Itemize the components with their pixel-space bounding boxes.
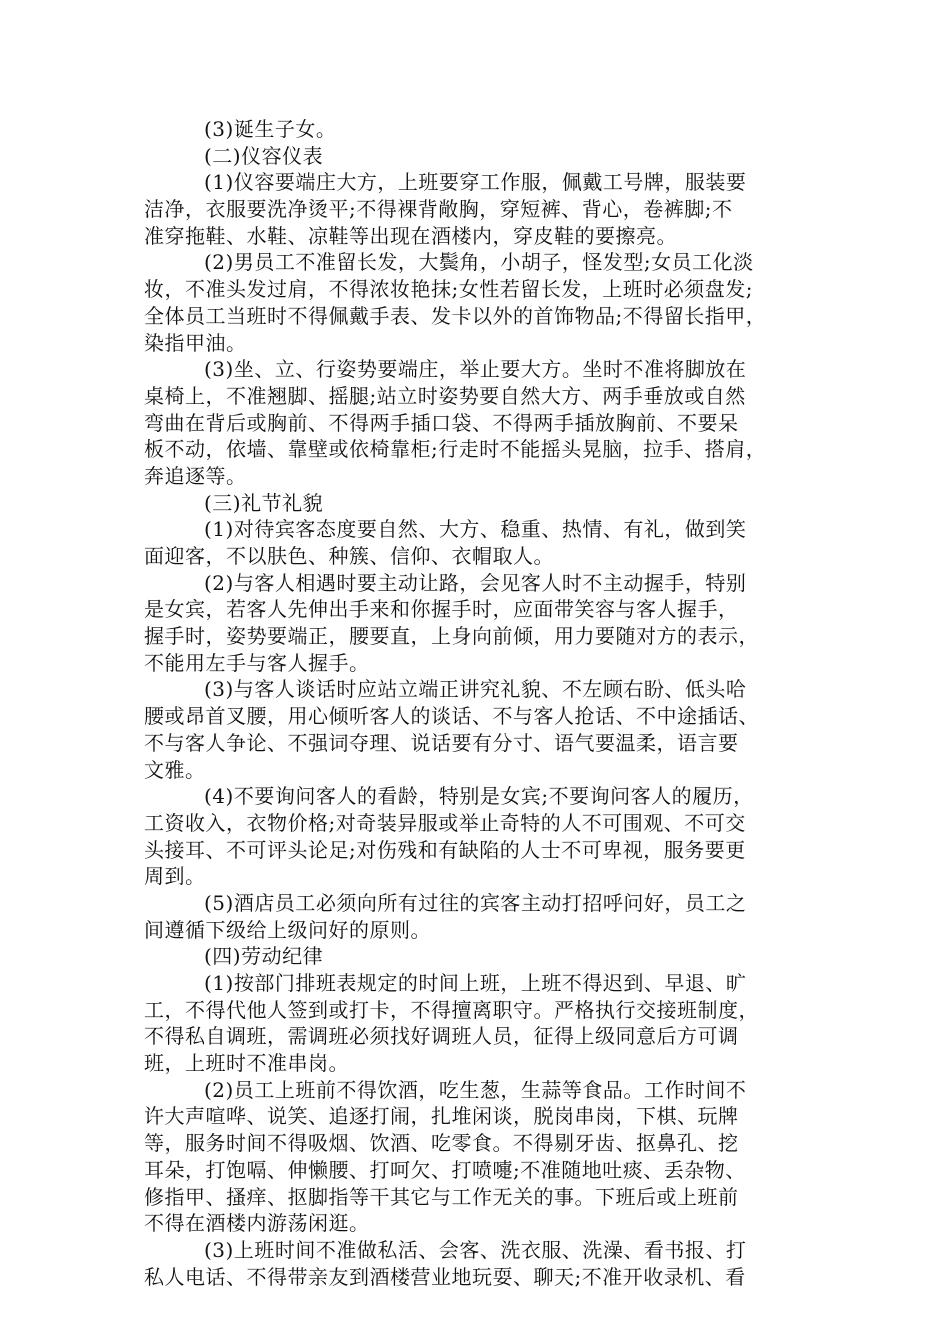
text-line: 耳朵，打饱嗝、伸懒腰、打呵欠、打喷嚏;不准随地吐痰、丢杂物、	[144, 1157, 746, 1182]
text-line: 不得在酒楼内游荡闲逛。	[144, 1211, 370, 1236]
text-line: 文雅。	[144, 757, 206, 782]
text-line: 修指甲、搔痒、抠脚指等干其它与工作无关的事。下班后或上班前	[144, 1184, 739, 1209]
text-line: 班，上班时不准串岗。	[144, 1051, 349, 1076]
text-line: 头接耳、不可评头论足;对伤残和有缺陷的人士不可卑视，服务要更	[144, 837, 746, 862]
text-line: 准穿拖鞋、水鞋、凉鞋等出现在酒楼内，穿皮鞋的要擦亮。	[144, 223, 677, 248]
text-line: (2)与客人相遇时要主动让路，会见客人时不主动握手，特别	[204, 570, 747, 595]
text-line: 板不动，依墙、靠壁或依椅靠柜;行走时不能摇头晃脑，拉手、搭肩，	[144, 437, 767, 462]
text-line: (4)不要询问客人的看龄，特别是女宾;不要询问客人的履历，	[204, 784, 754, 809]
text-line: 弯曲在背后或胸前、不得两手插口袋、不得两手插放胸前、不要呆	[144, 410, 739, 435]
text-line: (3)坐、立、行姿势要端庄，举止要大方。坐时不准将脚放在	[204, 357, 747, 382]
text-line: 间遵循下级给上级问好的原则。	[144, 917, 431, 942]
document-body	[144, 116, 814, 1290]
text-line: 不与客人争论、不强词夺理、说话要有分寸、语气要温柔，语言要	[144, 730, 739, 755]
text-line: (四)劳动纪律	[204, 944, 324, 969]
text-line: 全体员工当班时不得佩戴手表、发卡以外的首饰物品;不得留长指甲，	[144, 303, 767, 328]
text-line: 工，不得代他人签到或打卡，不得擅离职守。严格执行交接班制度，	[144, 997, 759, 1022]
text-line: (3)上班时间不准做私活、会客、洗衣服、洗澡、看书报、打	[204, 1237, 747, 1262]
text-line: 周到。	[144, 864, 206, 889]
text-line: 洁净，衣服要洗净烫平;不得裸背敞胸，穿短裤、背心，卷裤脚;不	[144, 197, 733, 222]
text-line: 桌椅上，不准翘脚、摇腿;站立时姿势要自然大方、两手垂放或自然	[144, 383, 746, 408]
text-line: 许大声喧哗、说笑、追逐打闹，扎堆闲谈，脱岗串岗，下棋、玩牌	[144, 1104, 739, 1129]
text-line: 等，服务时间不得吸烟、饮酒、吃零食。不得剔牙齿、抠鼻孔、挖	[144, 1131, 739, 1156]
text-line: (5)酒店员工必须向所有过往的宾客主动打招呼问好，员工之	[204, 890, 747, 915]
text-line: (三)礼节礼貌	[204, 490, 324, 515]
text-line: (3)诞生子女。	[204, 117, 337, 141]
text-line: (1)对待宾客态度要自然、大方、稳重、热情、有礼，做到笑	[204, 517, 747, 542]
text-line: 不能用左手与客人握手。	[144, 650, 370, 675]
text-line: (1)按部门排班表规定的时间上班，上班不得迟到、早退、旷	[204, 971, 747, 995]
text-line: (3)与客人谈话时应站立端正讲究礼貌、不左顾右盼、低头哈	[204, 677, 747, 702]
text-line: 不得私自调班，需调班必须找好调班人员，征得上级同意后方可调	[144, 1024, 739, 1049]
text-line: (2)员工上班前不得饮酒，吃生葱，生蒜等食品。工作时间不	[204, 1077, 747, 1102]
text-line: 染指甲油。	[144, 330, 247, 355]
text-line: (2)男员工不准留长发，大鬓角，小胡子，怪发型;女员工化淡	[204, 250, 754, 275]
text-line: 握手时，姿势要端正，腰要直，上身向前倾，用力要随对方的表示，	[144, 624, 759, 649]
text-line: (1)仪容要端庄大方，上班要穿工作服，佩戴工号牌，服装要	[204, 170, 747, 195]
text-line: 私人电话、不得带亲友到酒楼营业地玩耍、聊天;不准开收录机、看	[144, 1264, 746, 1289]
text-line: 妆，不准头发过肩，不得浓妆艳抹;女性若留长发，上班时必须盘发;	[144, 277, 753, 302]
text-line: 奔追逐等。	[144, 463, 247, 488]
text-line: 面迎客，不以肤色、种簇、信仰、衣帽取人。	[144, 544, 554, 568]
text-line: (二)仪容仪表	[204, 143, 324, 168]
text-line: 腰或昂首叉腰，用心倾听客人的谈话、不与客人抢话、不中途插话、	[144, 704, 759, 729]
text-line: 是女宾，若客人先伸出手来和你握手时，应面带笑容与客人握手，	[144, 597, 739, 622]
text-line: 工资收入，衣物价格;对奇装异服或举止奇特的人不可围观、不可交	[144, 810, 746, 835]
